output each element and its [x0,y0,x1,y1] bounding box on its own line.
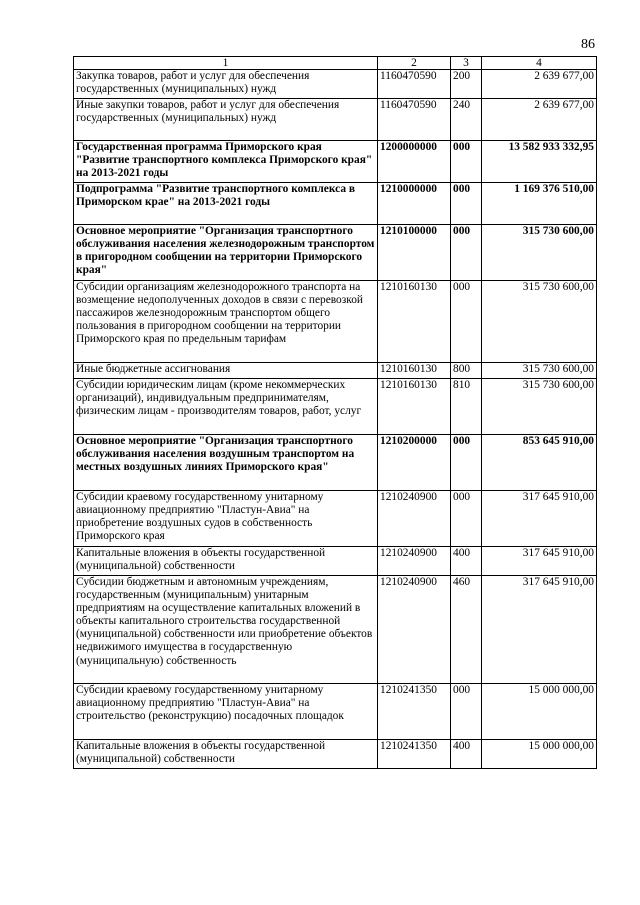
row-name-cell: Иные бюджетные ассигнования [74,363,378,379]
row-code-cell: 1160470590 [378,70,451,99]
row-sum-cell: 13 582 933 332,95 [482,141,597,183]
row-sum-cell: 853 645 910,00 [482,435,597,491]
row-code-cell: 1210100000 [378,225,451,281]
row-code-cell: 1210160130 [378,379,451,435]
table-row [74,576,597,684]
row-type-cell: 400 [451,740,482,769]
row-name-cell: Субсидии краевому государственному унитарному авиационному предприятию "Пластун-Авиа" на приобретение воздушных судов в собственность Приморского края [74,491,378,547]
row-type-cell: 240 [451,99,482,141]
row-name-cell: Субсидии бюджетным и автономным учреждениям, государственным (муниципальным) унитарным предприятиям на осуществление капитальных вложений в объекты капитального строительства государственной (муниципальной) собственности или приобретение объектов недвижимого имущества в государственную (муниципальную) собственность [74,576,378,684]
row-type-cell: 400 [451,547,482,576]
table-row [74,281,597,363]
row-type-cell: 000 [451,435,482,491]
table-row [74,70,597,99]
row-type-cell: 460 [451,576,482,684]
table-row [74,435,597,491]
row-sum-cell: 15 000 000,00 [482,740,597,769]
row-code-cell: 1210160130 [378,281,451,363]
row-type-cell: 000 [451,141,482,183]
row-name-cell: Субсидии юридическим лицам (кроме некоммерческих организаций), индивидуальным предпринимателям, физическим лицам - производителям товаров, работ, услуг [74,379,378,435]
column-header: 3 [451,57,482,70]
row-code-cell: 1210000000 [378,183,451,225]
table-row [74,547,597,576]
row-sum-cell: 315 730 600,00 [482,281,597,363]
row-sum-cell: 15 000 000,00 [482,684,597,740]
table-row [74,363,597,379]
row-code-cell: 1210240900 [378,576,451,684]
column-header: 4 [482,57,597,70]
row-sum-cell: 317 645 910,00 [482,547,597,576]
table-row [74,141,597,183]
row-sum-cell: 1 169 376 510,00 [482,183,597,225]
row-name-cell: Основное мероприятие "Организация транспортного обслуживания населения воздушным транспортом на местных воздушных линиях Приморского края" [74,435,378,491]
row-code-cell: 1210240900 [378,547,451,576]
row-name-cell: Подпрограмма "Развитие транспортного комплекса в Приморском крае" на 2013-2021 годы [74,183,378,225]
row-name-cell: Субсидии организациям железнодорожного транспорта на возмещение недополученных доходов в связи с перевозкой пассажиров железнодорожным транспортом общего пользования в пригородном сообщении на территории Приморского края по предельным тарифам [74,281,378,363]
row-code-cell: 1160470590 [378,99,451,141]
column-header: 2 [378,57,451,70]
table-body [74,70,597,769]
row-code-cell: 1210200000 [378,435,451,491]
row-type-cell: 000 [451,183,482,225]
table-row [74,740,597,769]
table-row [74,225,597,281]
row-sum-cell: 2 639 677,00 [482,99,597,141]
table-row [74,684,597,740]
row-name-cell: Государственная программа Приморского края "Развитие транспортного комплекса Приморского края" на 2013-2021 годы [74,141,378,183]
row-type-cell: 000 [451,281,482,363]
column-header: 1 [74,57,378,70]
row-sum-cell: 317 645 910,00 [482,491,597,547]
row-type-cell: 000 [451,225,482,281]
row-code-cell: 1200000000 [378,141,451,183]
row-name-cell: Капитальные вложения в объекты государственной (муниципальной) собственности [74,740,378,769]
row-name-cell: Капитальные вложения в объекты государственной (муниципальной) собственности [74,547,378,576]
row-type-cell: 000 [451,684,482,740]
row-type-cell: 200 [451,70,482,99]
table-row [74,491,597,547]
row-type-cell: 810 [451,379,482,435]
row-code-cell: 1210241350 [378,684,451,740]
row-code-cell: 1210240900 [378,491,451,547]
budget-table [73,56,597,769]
row-sum-cell: 2 639 677,00 [482,70,597,99]
table-header-row [74,57,597,70]
row-sum-cell: 315 730 600,00 [482,363,597,379]
page-number: 86 [581,37,595,52]
table-row [74,99,597,141]
row-name-cell: Субсидии краевому государственному унитарному авиационному предприятию "Пластун-Авиа" на строительство (реконструкцию) посадочных площадок [74,684,378,740]
row-name-cell: Закупка товаров, работ и услуг для обеспечения государственных (муниципальных) нужд [74,70,378,99]
row-name-cell: Иные закупки товаров, работ и услуг для обеспечения государственных (муниципальных) нужд [74,99,378,141]
row-code-cell: 1210160130 [378,363,451,379]
row-code-cell: 1210241350 [378,740,451,769]
row-sum-cell: 315 730 600,00 [482,379,597,435]
table-row [74,183,597,225]
row-type-cell: 800 [451,363,482,379]
row-type-cell: 000 [451,491,482,547]
table-row [74,379,597,435]
row-name-cell: Основное мероприятие "Организация транспортного обслуживания населения железнодорожным транспортом в пригородном сообщении на территории Приморского края" [74,225,378,281]
row-sum-cell: 315 730 600,00 [482,225,597,281]
row-sum-cell: 317 645 910,00 [482,576,597,684]
